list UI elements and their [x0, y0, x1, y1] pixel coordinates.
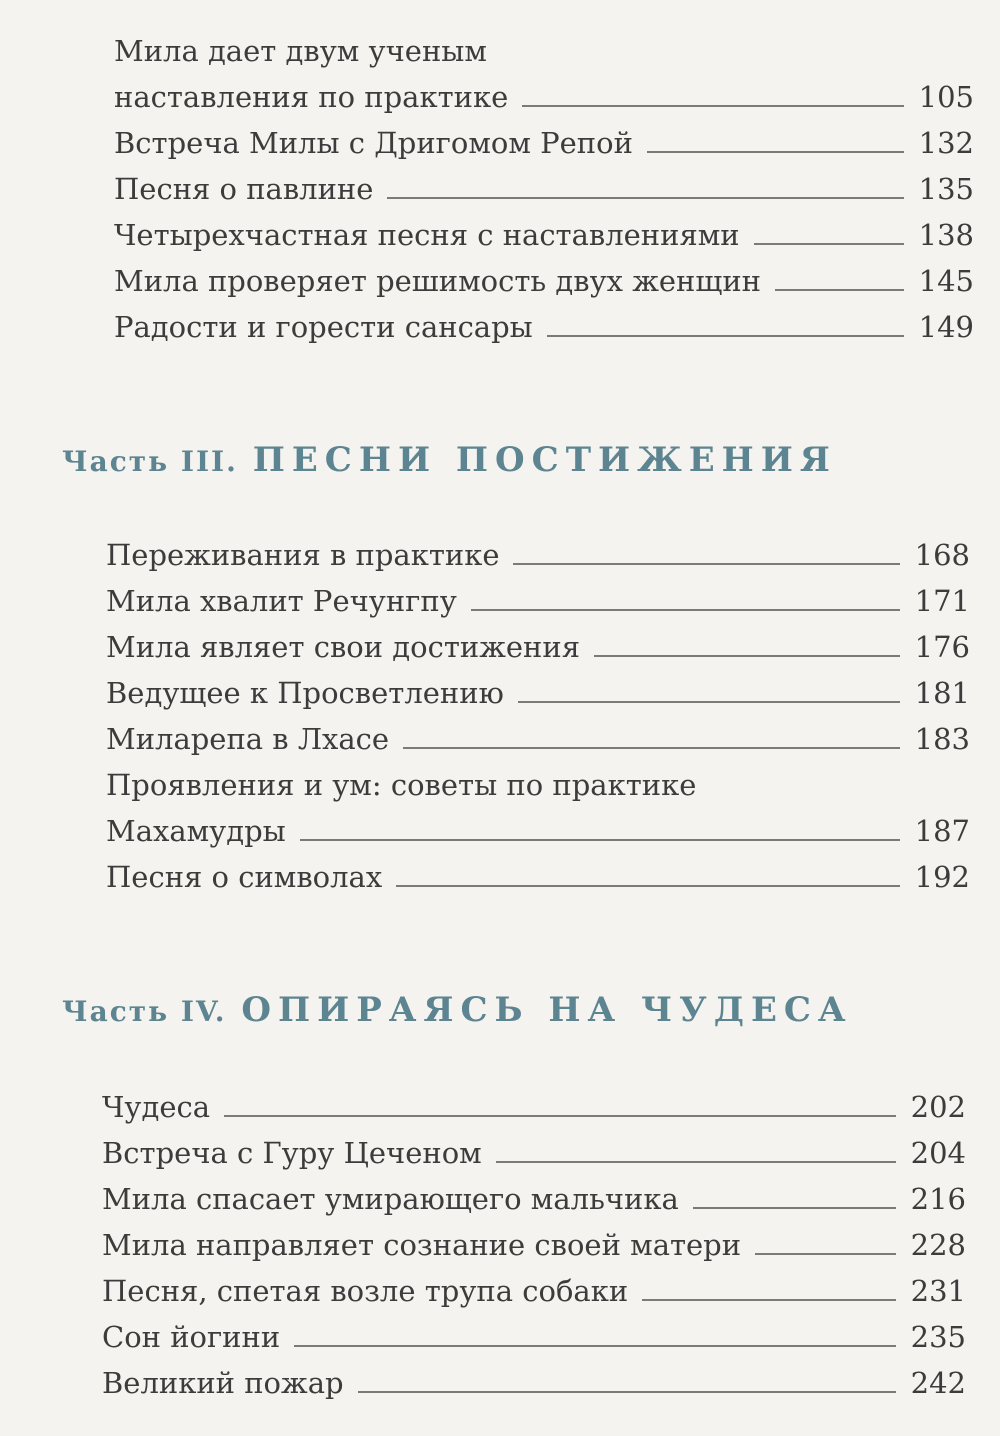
part-4-prefix: Часть IV.: [62, 995, 227, 1028]
toc-entry-page-number: 235: [910, 1320, 966, 1354]
toc-entry[interactable]: [0, 1130, 1000, 1176]
toc-entry[interactable]: [0, 258, 1000, 304]
toc-entry-title-line1: Мила дает двум ученым: [114, 28, 501, 74]
toc-entry-title-line1: Проявления и ум: советы по практике: [106, 762, 710, 808]
toc-entry[interactable]: [0, 166, 1000, 212]
toc-entry-title: Ведущее к Просветлению: [106, 670, 518, 716]
toc-entry[interactable]: [0, 304, 1000, 350]
toc-entry-title: Мила хвалит Речунгпу: [106, 578, 471, 624]
toc-entry[interactable]: [0, 854, 1000, 900]
toc-entry-page-number: 176: [914, 630, 970, 664]
toc-entry[interactable]: [0, 212, 1000, 258]
toc-entry[interactable]: [0, 74, 1000, 120]
toc-entry-page-number: 149: [918, 310, 974, 344]
part-3-heading: [62, 440, 837, 480]
toc-entry-page-number: 132: [918, 126, 974, 160]
toc-entry[interactable]: [0, 1084, 1000, 1130]
toc-entry[interactable]: [0, 1360, 1000, 1406]
toc-entry-title: наставления по практике: [114, 74, 522, 120]
toc-entry-page-number: 242: [910, 1366, 966, 1400]
part-3-prefix: Часть III.: [62, 445, 238, 478]
toc-entry-title: Радости и горести сансары: [114, 304, 547, 350]
toc-entry-title: Чудеса: [102, 1084, 224, 1130]
toc-entry-page-number: 168: [914, 538, 970, 572]
toc-entry[interactable]: [0, 716, 1000, 762]
toc-entry[interactable]: [0, 120, 1000, 166]
toc-entry-title: Мила направляет сознание своей матери: [102, 1222, 755, 1268]
part-4-heading: [62, 990, 853, 1030]
toc-entry-title: Песня о символах: [106, 854, 396, 900]
part-4-name: ОПИРАЯСЬ НА ЧУДЕСА: [241, 990, 853, 1030]
toc-entry-title: Четырехчастная песня с наставлениями: [114, 212, 754, 258]
toc-entry-title: Великий пожар: [102, 1360, 358, 1406]
toc-entry[interactable]: [0, 808, 1000, 854]
toc-section-part3: [0, 532, 1000, 900]
toc-entry-page-number: 138: [918, 218, 974, 252]
toc-entry[interactable]: [0, 624, 1000, 670]
toc-entry[interactable]: [0, 1268, 1000, 1314]
toc-section-part2-continued: [0, 28, 1000, 350]
toc-entry-title: Миларепа в Лхасе: [106, 716, 403, 762]
toc-entry-title: Мила проверяет решимость двух женщин: [114, 258, 775, 304]
toc-entry-page-number: 192: [914, 860, 970, 894]
toc-entry-title: Встреча с Гуру Цеченом: [102, 1130, 496, 1176]
toc-entry-page-number: 181: [914, 676, 970, 710]
toc-entry-page-number: 216: [910, 1182, 966, 1216]
toc-entry-page-number: 171: [914, 584, 970, 618]
toc-section-part4: [0, 1084, 1000, 1406]
toc-entry-title: Мила являет свои достижения: [106, 624, 594, 670]
toc-entry-title: Сон йогини: [102, 1314, 294, 1360]
toc-entry-page-number: 228: [910, 1228, 966, 1262]
toc-entry-title: Мила спасает умирающего мальчика: [102, 1176, 693, 1222]
toc-entry-title: Переживания в практике: [106, 532, 513, 578]
toc-entry-page-number: 202: [910, 1090, 966, 1124]
toc-entry-page-number: 105: [918, 80, 974, 114]
toc-entry-page-number: 187: [914, 814, 970, 848]
toc-entry[interactable]: [0, 670, 1000, 716]
toc-entry[interactable]: [0, 1176, 1000, 1222]
toc-entry-page-number: 231: [910, 1274, 966, 1308]
toc-entry[interactable]: [0, 578, 1000, 624]
toc-entry-page-number: 204: [910, 1136, 966, 1170]
toc-entry-title: Встреча Милы с Дригомом Репой: [114, 120, 647, 166]
toc-entry[interactable]: [0, 1314, 1000, 1360]
toc-entry-page-number: 183: [914, 722, 970, 756]
toc-entry[interactable]: [0, 532, 1000, 578]
toc-entry-page-number: 145: [918, 264, 974, 298]
toc-entry-title: Махамудры: [106, 808, 300, 854]
toc-entry[interactable]: [0, 1222, 1000, 1268]
toc-entry-page-number: 135: [918, 172, 974, 206]
toc-entry-first-line: [0, 762, 1000, 808]
part-3-name: ПЕСНИ ПОСТИЖЕНИЯ: [252, 440, 837, 480]
toc-entry-first-line: [0, 28, 1000, 74]
toc-entry-title: Песня, спетая возле трупа собаки: [102, 1268, 642, 1314]
toc-entry-title: Песня о павлине: [114, 166, 387, 212]
